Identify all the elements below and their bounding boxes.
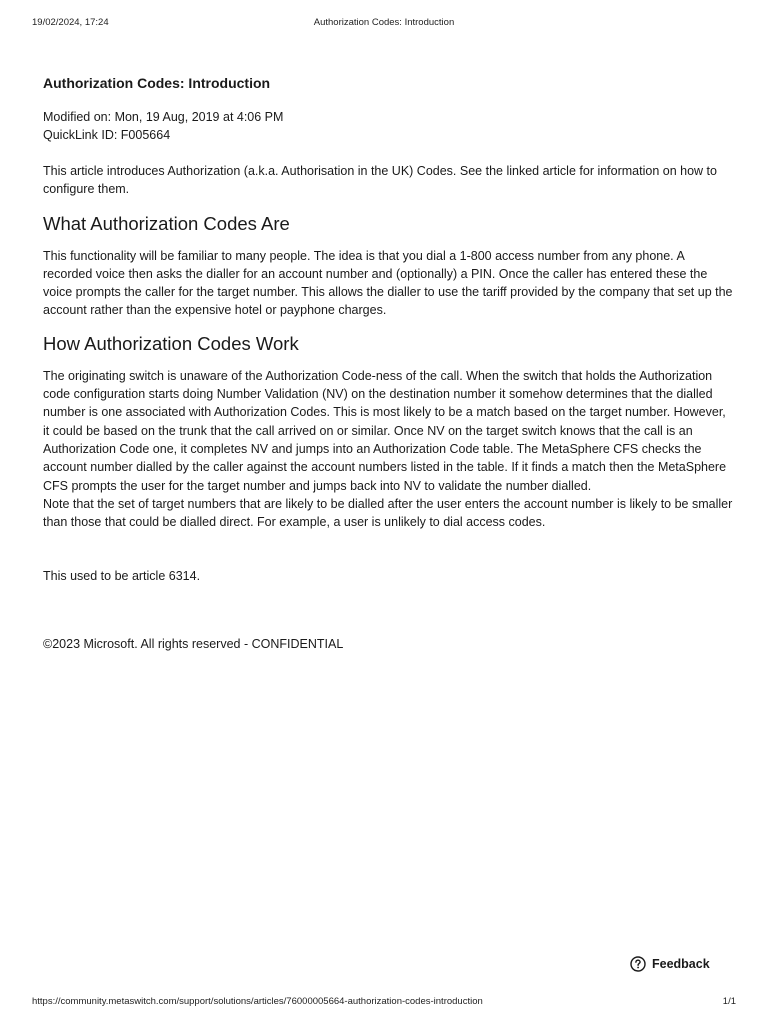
- copyright-notice: ©2023 Microsoft. All rights reserved - CONFIDENTIAL: [43, 637, 344, 652]
- print-datetime: 19/02/2024, 17:24: [32, 17, 109, 28]
- question-circle-icon: [630, 956, 646, 972]
- modified-date: Modified on: Mon, 19 Aug, 2019 at 4:06 PM: [43, 110, 284, 124]
- intro-paragraph: This article introduces Authorization (a.k.a. Authorisation in the UK) Codes. See the linked article for information on how to configure them.: [43, 164, 717, 197]
- quicklink-id: QuickLink ID: F005664: [43, 128, 171, 142]
- section-paragraph: The originating switch is unaware of the Authorization Code-ness of the call. When the switch that holds the Authorization code configuration starts doing Number Validation (NV) on the destination number it somehow determines that the dialled number is one associated with Authorization Codes. This is most likely to be a match based on the target number. However, it could be based on the trunk that the call arrived on or similar. Once NV on the target switch knows that the call is an Authorization Code one, it completes NV and jumps into an Authorization Code table. The MetaSphere CFS checks the account number dialled by the caller against the account numbers listed in the table. If it finds a match then the MetaSphere CFS prompts the user for the target number and jumps back into NV to validate the number dialled.: [43, 368, 727, 493]
- article-title: Authorization Codes: Introduction: [43, 75, 271, 91]
- section-paragraph: Note that the set of target numbers that are likely to be dialled after the user enters the account number is likely to be smaller than those that could be dialled direct. For example, a user is unlikely to dial access codes.: [43, 496, 733, 530]
- print-url: https://community.metaswitch.com/support/solutions/articles/76000005664-authorization-codes-introduction: [32, 996, 483, 1007]
- section-heading: How Authorization Codes Work: [43, 332, 299, 354]
- print-page-title: Authorization Codes: Introduction: [313, 17, 455, 28]
- print-footer: [32, 996, 736, 1010]
- page-number: 1/1: [722, 996, 736, 1007]
- article: [43, 73, 733, 653]
- feedback-button[interactable]: [630, 954, 710, 974]
- feedback-label: Feedback: [652, 957, 710, 971]
- section-heading: What Authorization Codes Are: [43, 212, 290, 234]
- spacer: [43, 531, 733, 567]
- print-header: [32, 17, 736, 31]
- old-article-note: This used to be article 6314.: [43, 569, 201, 584]
- section-paragraph: This functionality will be familiar to many people. The idea is that you dial a 1-800 access number from any phone. A recorded voice then asks the dialler for an account number and (optionally) a PIN. Once the caller has entered these the voice prompts the caller for the target number. This allows the dialler to use the tariff provided by the company that set up the account rather than the expensive hotel or payphone charges.: [43, 248, 733, 318]
